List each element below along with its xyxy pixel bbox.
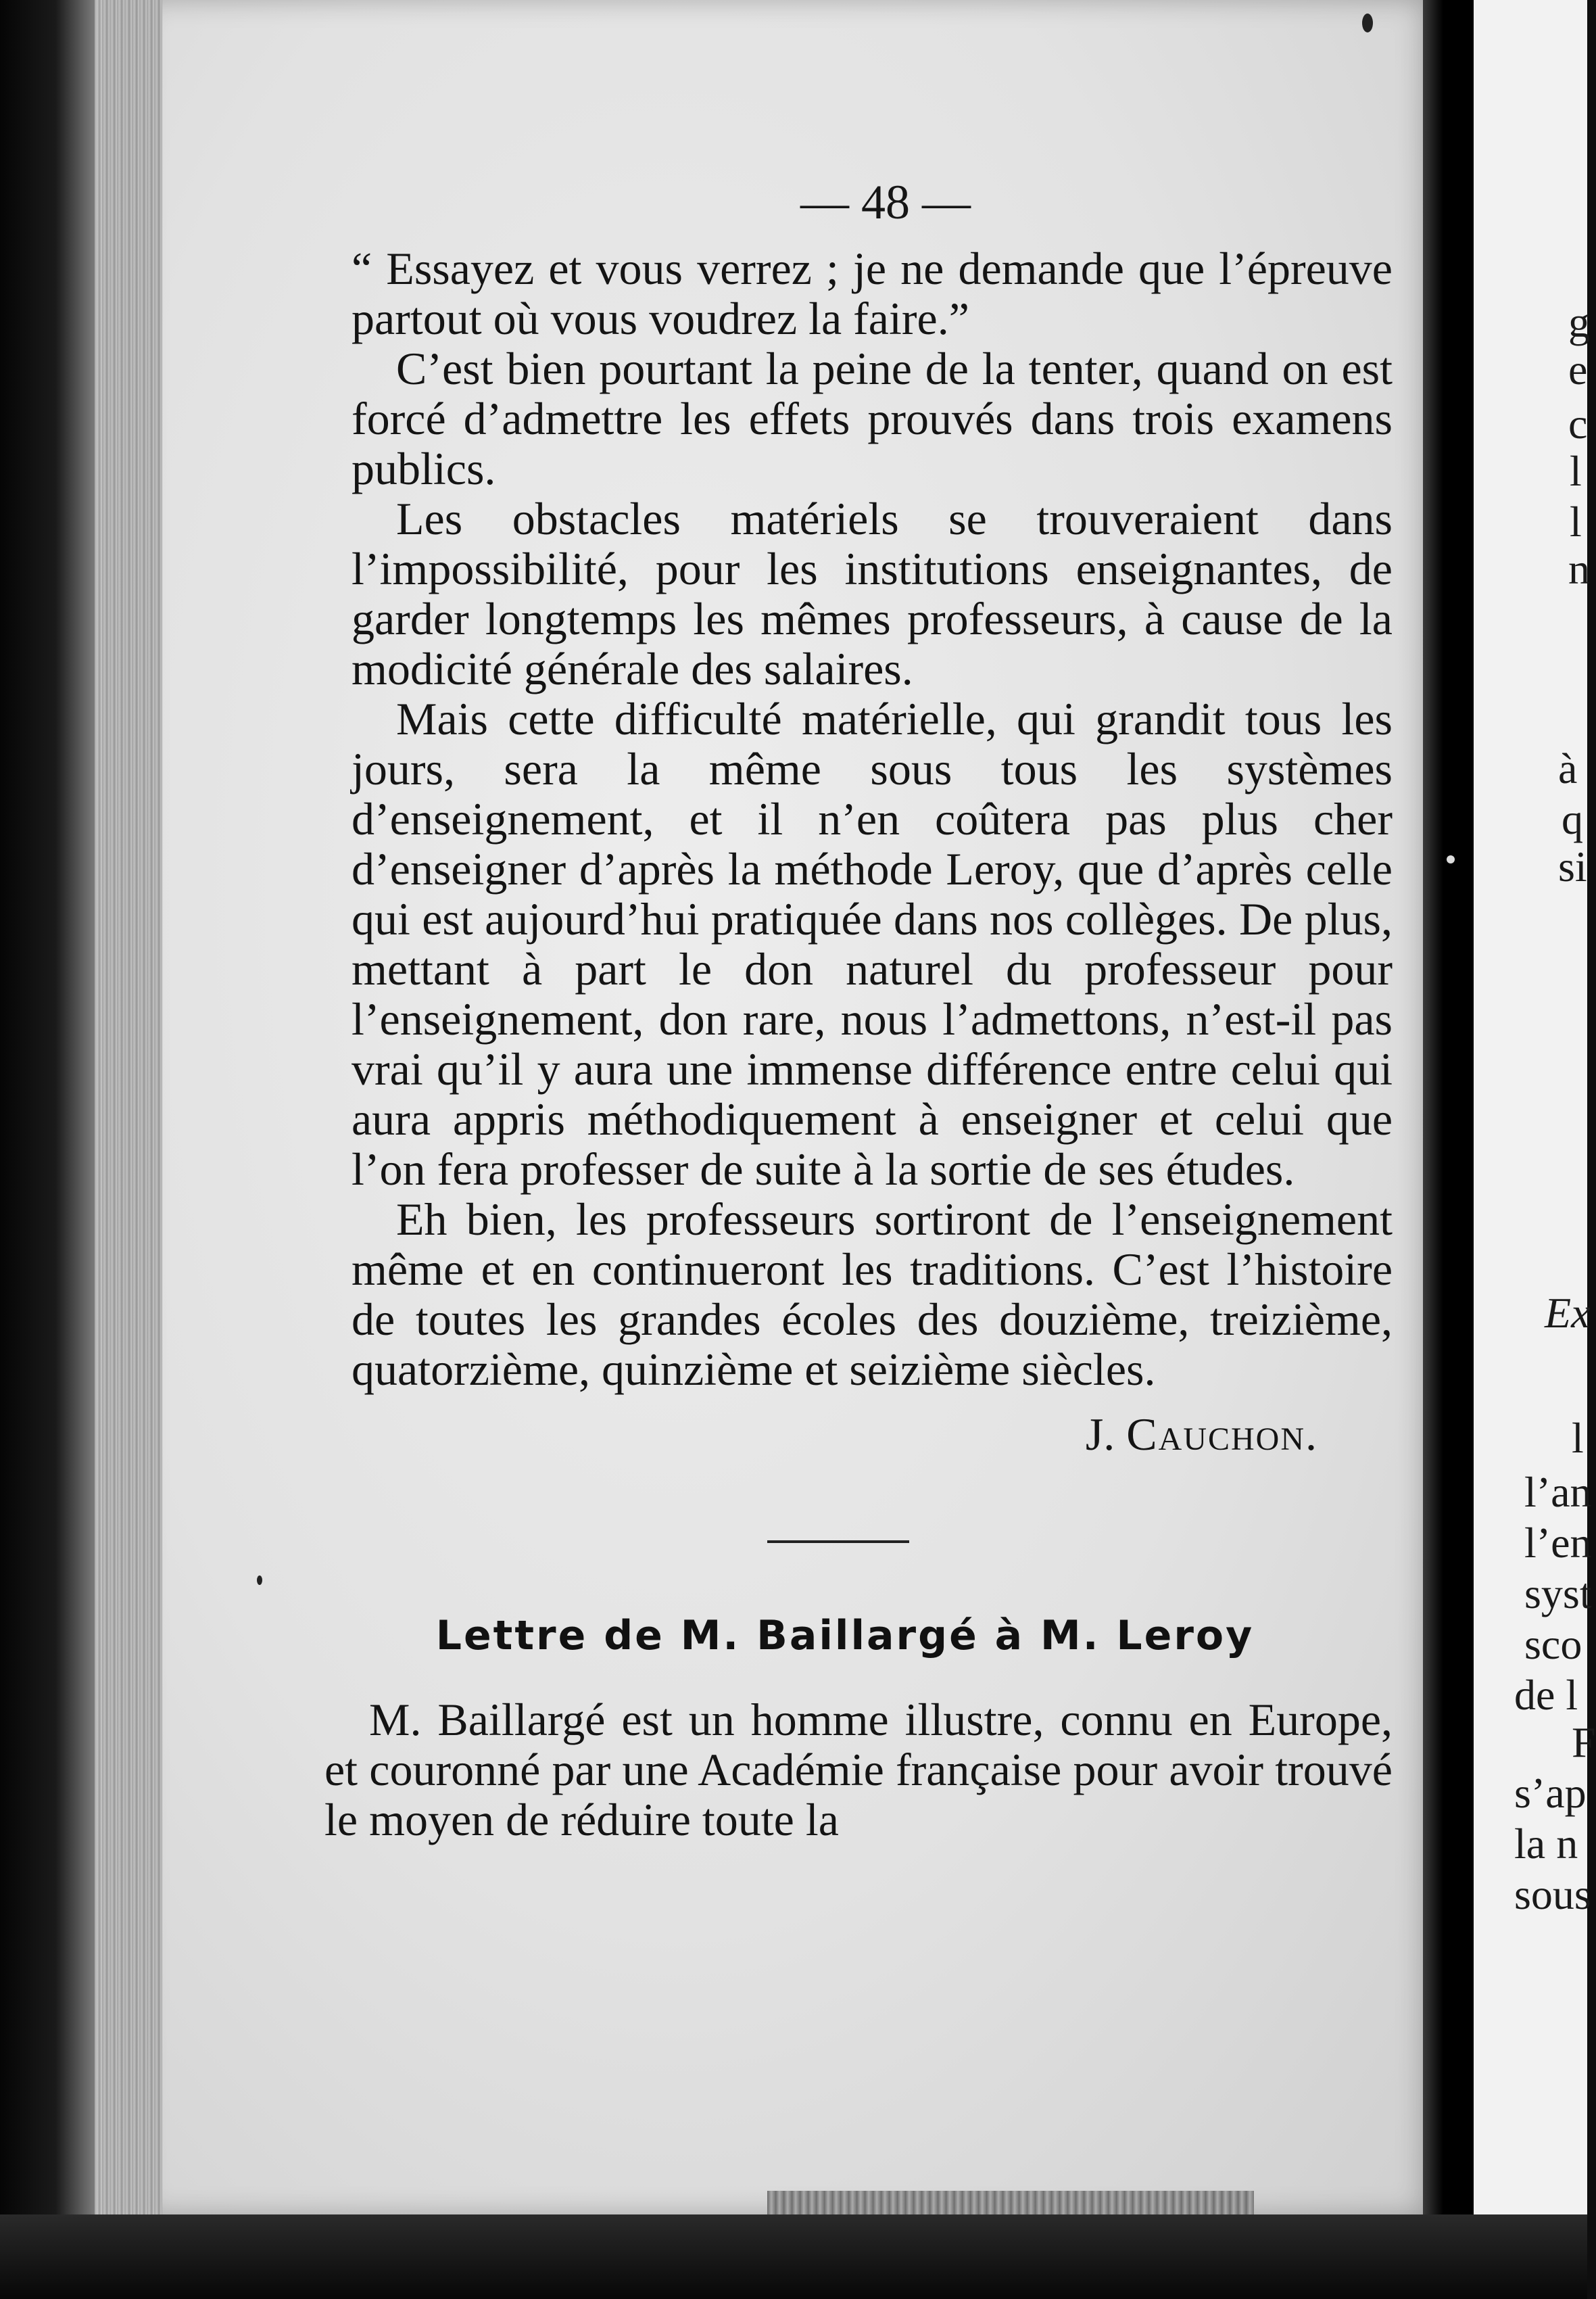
next-page-fragment: de l	[1514, 1671, 1578, 1719]
next-page-fragment: sous	[1514, 1870, 1591, 1918]
section-divider	[767, 1540, 909, 1543]
next-page-fragment: e	[1568, 346, 1588, 394]
next-page-fragment: l	[1570, 498, 1582, 546]
signature-name: Cauchon.	[1126, 1408, 1318, 1460]
book-gutter	[1423, 0, 1474, 2299]
signature	[352, 1409, 1318, 1459]
next-page-fragment: sco	[1524, 1620, 1582, 1668]
next-page-fragment: Ex	[1545, 1289, 1591, 1337]
next-page-fragment: F	[1572, 1718, 1596, 1766]
page-text	[324, 243, 1393, 1845]
ink-speck	[1447, 855, 1455, 863]
next-page-fragment: q	[1562, 795, 1583, 843]
next-page-fragment: l	[1570, 447, 1582, 495]
next-page-fragment: si	[1558, 843, 1587, 891]
next-page-fragment: g	[1568, 298, 1590, 346]
page-number: — 48 —	[800, 175, 971, 229]
next-page-fragment: l’en	[1524, 1519, 1592, 1567]
paragraph-3: Les obstacles matériels se trouveraient dans l’impossibilité, pour les institutions enseignantes, de garder longtemps les mêmes professeurs, à cause de la modicité générale des salaires.	[352, 493, 1393, 694]
next-page-fragment: l’an	[1524, 1468, 1592, 1516]
next-page-fragment: c	[1568, 400, 1588, 448]
next-page-fragment: la n	[1514, 1820, 1578, 1868]
ink-speck	[1362, 14, 1373, 32]
paragraph-2: C’est bien pourtant la peine de la tenter, quand on est forcé d’admettre les effets prouvés dans trois examens publics.	[352, 343, 1393, 494]
bottom-dark-margin	[0, 2214, 1587, 2299]
next-page-edge	[1474, 0, 1596, 2299]
next-page-fragment: syst	[1524, 1569, 1592, 1617]
section-heading: Lettre de M. Baillargé à M. Leroy	[435, 1612, 1255, 1659]
ink-speck	[257, 1575, 262, 1585]
book-binding-edge	[0, 0, 101, 2299]
paragraph-4: Mais cette difficulté matérielle, qui grandit tous les jours, sera la même sous tous les systèmes d’enseignement, et il n’en coûtera pas plus cher d’enseigner d’après la méthode Leroy, que d’après celle qui est aujourd’hui pratiquée dans nos collèges. De plus, mettant à part le don naturel du professeur pour l’enseignement, don rare, nous l’admettons, n’est-il pas vrai qu’il y aura une immense différence entre celui qui aura appris méthodiquement à enseigner et celui que l’on fera professer de suite à la sortie de ses études.	[352, 693, 1393, 1195]
paragraph-1: “ Essayez et vous verrez ; je ne demande que l’épreuve partout où vous voudrez la faire.”	[352, 243, 1393, 344]
signature-initial: J.	[1085, 1408, 1115, 1460]
next-page-fragment: n	[1568, 545, 1590, 593]
closing-paragraph: M. Baillargé est un homme illustre, connu en Europe, et couronné par une Académie française pour avoir trouvé le moyen de réduire toute la	[324, 1694, 1393, 1845]
next-page-fragment: à	[1558, 744, 1578, 792]
paragraph-5: Eh bien, les professeurs sortiront de l’enseignement même et en continueront les traditions. C’est l’histoire de toutes les grandes écoles des douzième, treizième, quatorzième, quinzième et seizième siècles.	[352, 1193, 1393, 1395]
next-page-fragment: s’ap	[1514, 1769, 1587, 1817]
next-page-fragment: l	[1572, 1414, 1584, 1462]
